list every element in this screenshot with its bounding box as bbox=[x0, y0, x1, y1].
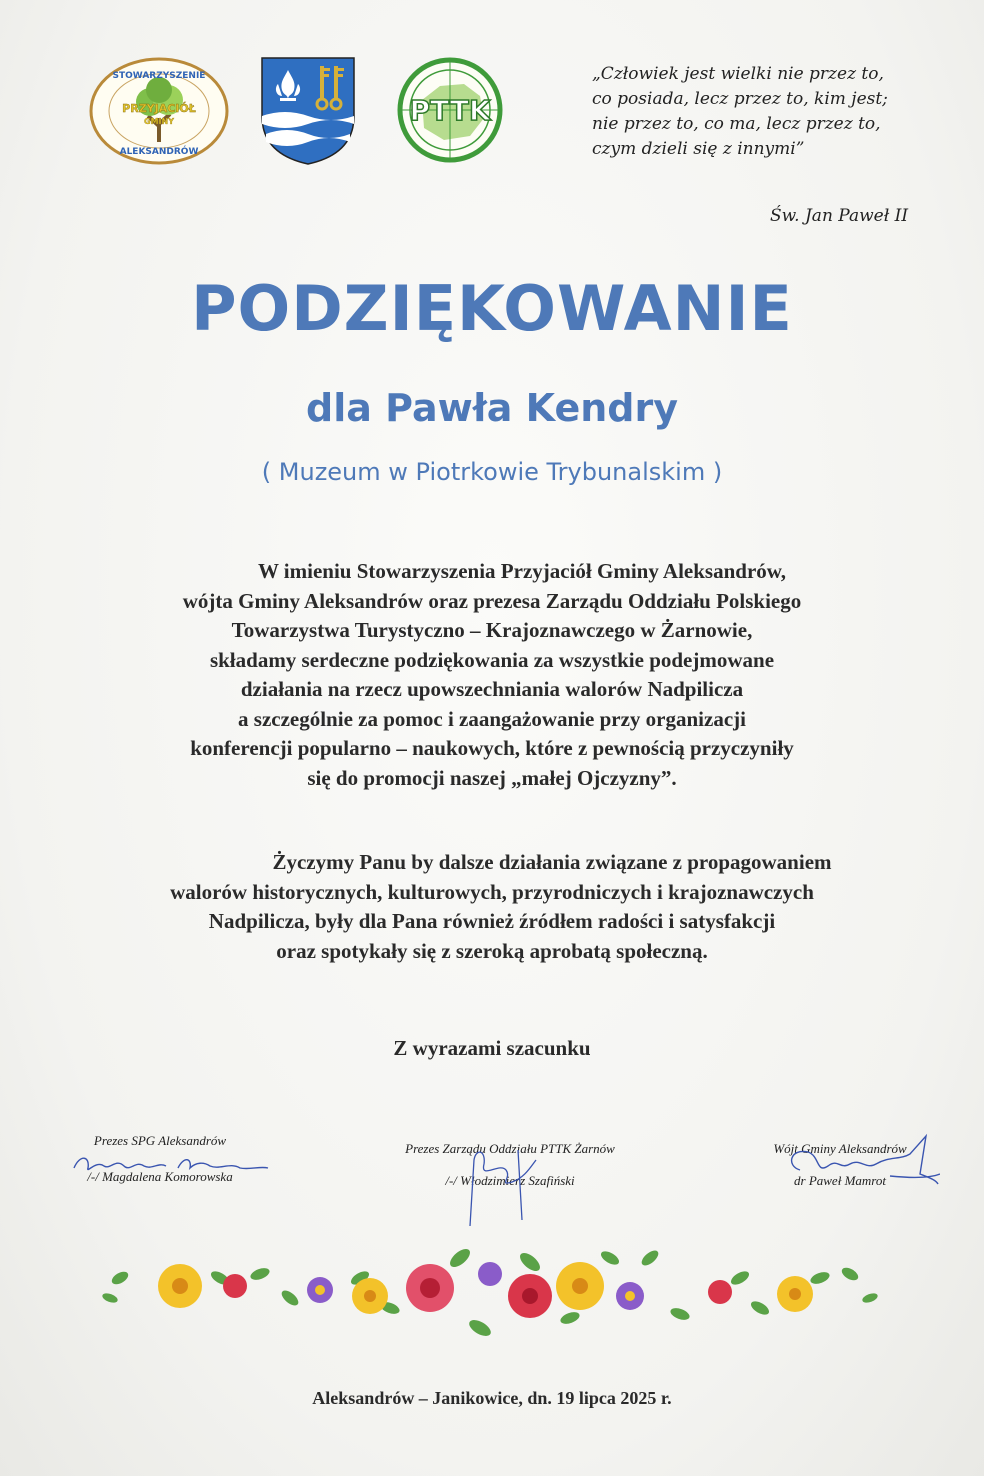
text-line: wójta Gminy Aleksandrów oraz prezesa Zarządu Oddziału Polskiego bbox=[182, 588, 802, 613]
text-line: Towarzystwa Turystyczno – Krajoznawczego w Żarnowie, bbox=[231, 618, 753, 642]
association-logo bbox=[88, 56, 230, 166]
quote-line: nie przez to, co ma, lecz przez to, bbox=[592, 114, 881, 134]
svg-text:PRZYJACIÓŁ: PRZYJACIÓŁ bbox=[122, 102, 196, 115]
signatory-name: dr Paweł Mamrot bbox=[794, 1173, 886, 1188]
svg-text:ALEKSANDRÓW: ALEKSANDRÓW bbox=[119, 147, 199, 157]
signatory-role: Prezes SPG Aleksandrów bbox=[93, 1133, 227, 1148]
text-line: a szczególnie za pomoc i zaangażowanie przy organizacji bbox=[238, 706, 746, 731]
text-line: Życzymy Panu by dalsze działania związane z propagowaniem bbox=[272, 850, 832, 874]
recipient-institution: ( Muzeum w Piotrkowie Trybunalskim ) bbox=[261, 458, 723, 486]
signatory-role: Wójt Gminy Aleksandrów bbox=[773, 1141, 907, 1156]
quote bbox=[592, 62, 952, 162]
signatory-name: /-/ Magdalena Komorowska bbox=[87, 1169, 233, 1184]
signatory-name: /-/ Włodzimierz Szafiński bbox=[445, 1173, 575, 1188]
text-line: W imieniu Stowarzyszenia Przyjaciół Gminy Aleksandrów, bbox=[257, 559, 787, 583]
text-line: działania na rzecz upowszechniania walorów Nadpilicza bbox=[240, 677, 744, 701]
signatory-role: Prezes Zarządu Oddziału PTTK Żarnów bbox=[405, 1141, 615, 1156]
closing-phrase: Z wyrazami szacunku bbox=[393, 1036, 591, 1060]
quote-author: Św. Jan Paweł II bbox=[770, 206, 909, 226]
recipient-name: dla Pawła Kendry bbox=[306, 386, 678, 430]
svg-text:GMINY: GMINY bbox=[144, 117, 174, 126]
body-paragraph-1 bbox=[40, 557, 944, 793]
quote-line: co posiada, lecz przez to, kim jest; bbox=[592, 89, 888, 109]
text-line: oraz spotykały się z szeroką aprobatą społeczną. bbox=[276, 938, 708, 963]
handwritten-signature-mayor bbox=[780, 1130, 940, 1190]
quote-line: czym dzieli się z innymi” bbox=[592, 139, 805, 159]
red-flower-icon bbox=[223, 1264, 732, 1318]
text-line: konferencji popularno – naukowych, które z pewnością przyczyniły bbox=[190, 736, 794, 760]
text-line: walorów historycznych, kulturowych, przyrodniczych i krajoznawczych bbox=[170, 879, 814, 904]
municipality-coat-of-arms bbox=[258, 54, 358, 168]
text-line: się do promocji naszej „małej Ojczyzny”. bbox=[307, 765, 677, 790]
text-line: składamy serdeczne podziękowania za wszystkie podejmowane bbox=[209, 647, 775, 672]
quote-line: „Człowiek jest wielki nie przez to, bbox=[592, 64, 884, 84]
body-paragraph-2 bbox=[40, 848, 944, 966]
svg-text:PTTK: PTTK bbox=[409, 94, 491, 127]
text-line: Nadpilicza, były dla Pana również źródłem radości i satysfakcji bbox=[208, 909, 776, 933]
document-title: PODZIĘKOWANIE bbox=[191, 272, 793, 345]
pttk-logo bbox=[394, 56, 506, 164]
place-and-date: Aleksandrów – Janikowice, dn. 19 lipca 2025 r. bbox=[312, 1388, 672, 1408]
svg-text:STOWARZYSZENIE: STOWARZYSZENIE bbox=[112, 71, 206, 81]
handwritten-signature-pttk bbox=[440, 1140, 560, 1230]
flower-garland-decoration bbox=[100, 1238, 890, 1348]
handwritten-signature-spg bbox=[70, 1150, 270, 1178]
